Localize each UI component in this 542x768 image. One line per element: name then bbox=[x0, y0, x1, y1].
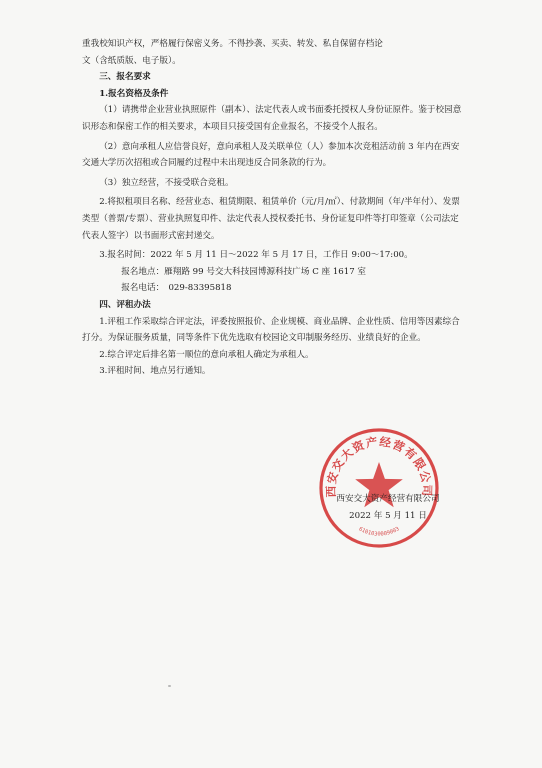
signature-company: 西安交大资产经营有限公司 bbox=[336, 494, 440, 504]
seal-arc-text: 西安交大资产经营有限公司 bbox=[323, 434, 435, 498]
section-4-item-1: 1.评租工作采取综合评定法，评委按照报价、企业规模、商业品牌、企业性质、信用等因素综合打分。为保证服务质量，同等条件下优先选取有校园论文印制服务经历、业绩良好的企业。 bbox=[82, 316, 460, 344]
section-3-title: 三、报名要求 bbox=[99, 72, 151, 83]
section-3-item-5: 3.报名时间：2022 年 5 月 11 日～2022 年 5 月 17 日，工作日 9:00～17:00。 bbox=[99, 250, 413, 261]
section-4-item-2: 2.综合评定后排名第一顺位的意向承租人确定为承租人。 bbox=[99, 349, 314, 360]
signature-date: 2022 年 5 月 11 日 bbox=[349, 510, 427, 521]
intro-line-2: 文（含纸质版、电子版）。 bbox=[82, 55, 181, 66]
scan-mark bbox=[168, 685, 171, 687]
intro-line-1: 重我校知识产权，严格履行保密义务。不得抄袭、买卖、转发、私自保留存档论 bbox=[82, 39, 383, 49]
section-3-item-2: （2）意向承租人应信誉良好，意向承租人及关联单位（人）参加本次竞租活动前 3 年内在西安交通大学历次招租或合同履约过程中未出现违反合同条款的行为。 bbox=[82, 141, 460, 169]
seal-number-text: 6101030009003 bbox=[357, 526, 401, 538]
section-3-item-3: （3）独立经营，不接受联合竞租。 bbox=[99, 177, 234, 188]
section-4-item-3: 3.评租时间、地点另行通知。 bbox=[99, 366, 211, 377]
section-3-subtitle: 1.报名资格及条件 bbox=[99, 88, 169, 99]
registration-phone: 报名电话： 029-83395818 bbox=[121, 283, 232, 294]
company-seal bbox=[316, 425, 442, 551]
section-3-item-4: 2.将拟租项目名称、经营业态、租赁期限、租赁单价（元/月/㎡）、付款期间（年/半年付）、发票类型（普票/专票）、营业执照复印件、法定代表人授权委托书、身份证复印件等打印签章（公司法定代表人签字）以书面形式密封递交。 bbox=[82, 197, 460, 241]
section-3-item-1: （1）请携带企业营业执照原件（副本）、法定代表人或书面委托授权人身份证原件。鉴于校园意识形态和保密工作的相关要求，本项目只接受国有企业报名，不接受个人报名。 bbox=[82, 105, 462, 132]
section-4-title: 四、评租办法 bbox=[99, 299, 151, 310]
document-body bbox=[82, 36, 466, 380]
svg-text:6101030009003 bbox=[358, 526, 401, 537]
registration-address: 报名地点：雁翔路 99 号交大科技园博源科技广场 C 座 1617 室 bbox=[121, 266, 367, 277]
signature-block bbox=[318, 491, 458, 524]
